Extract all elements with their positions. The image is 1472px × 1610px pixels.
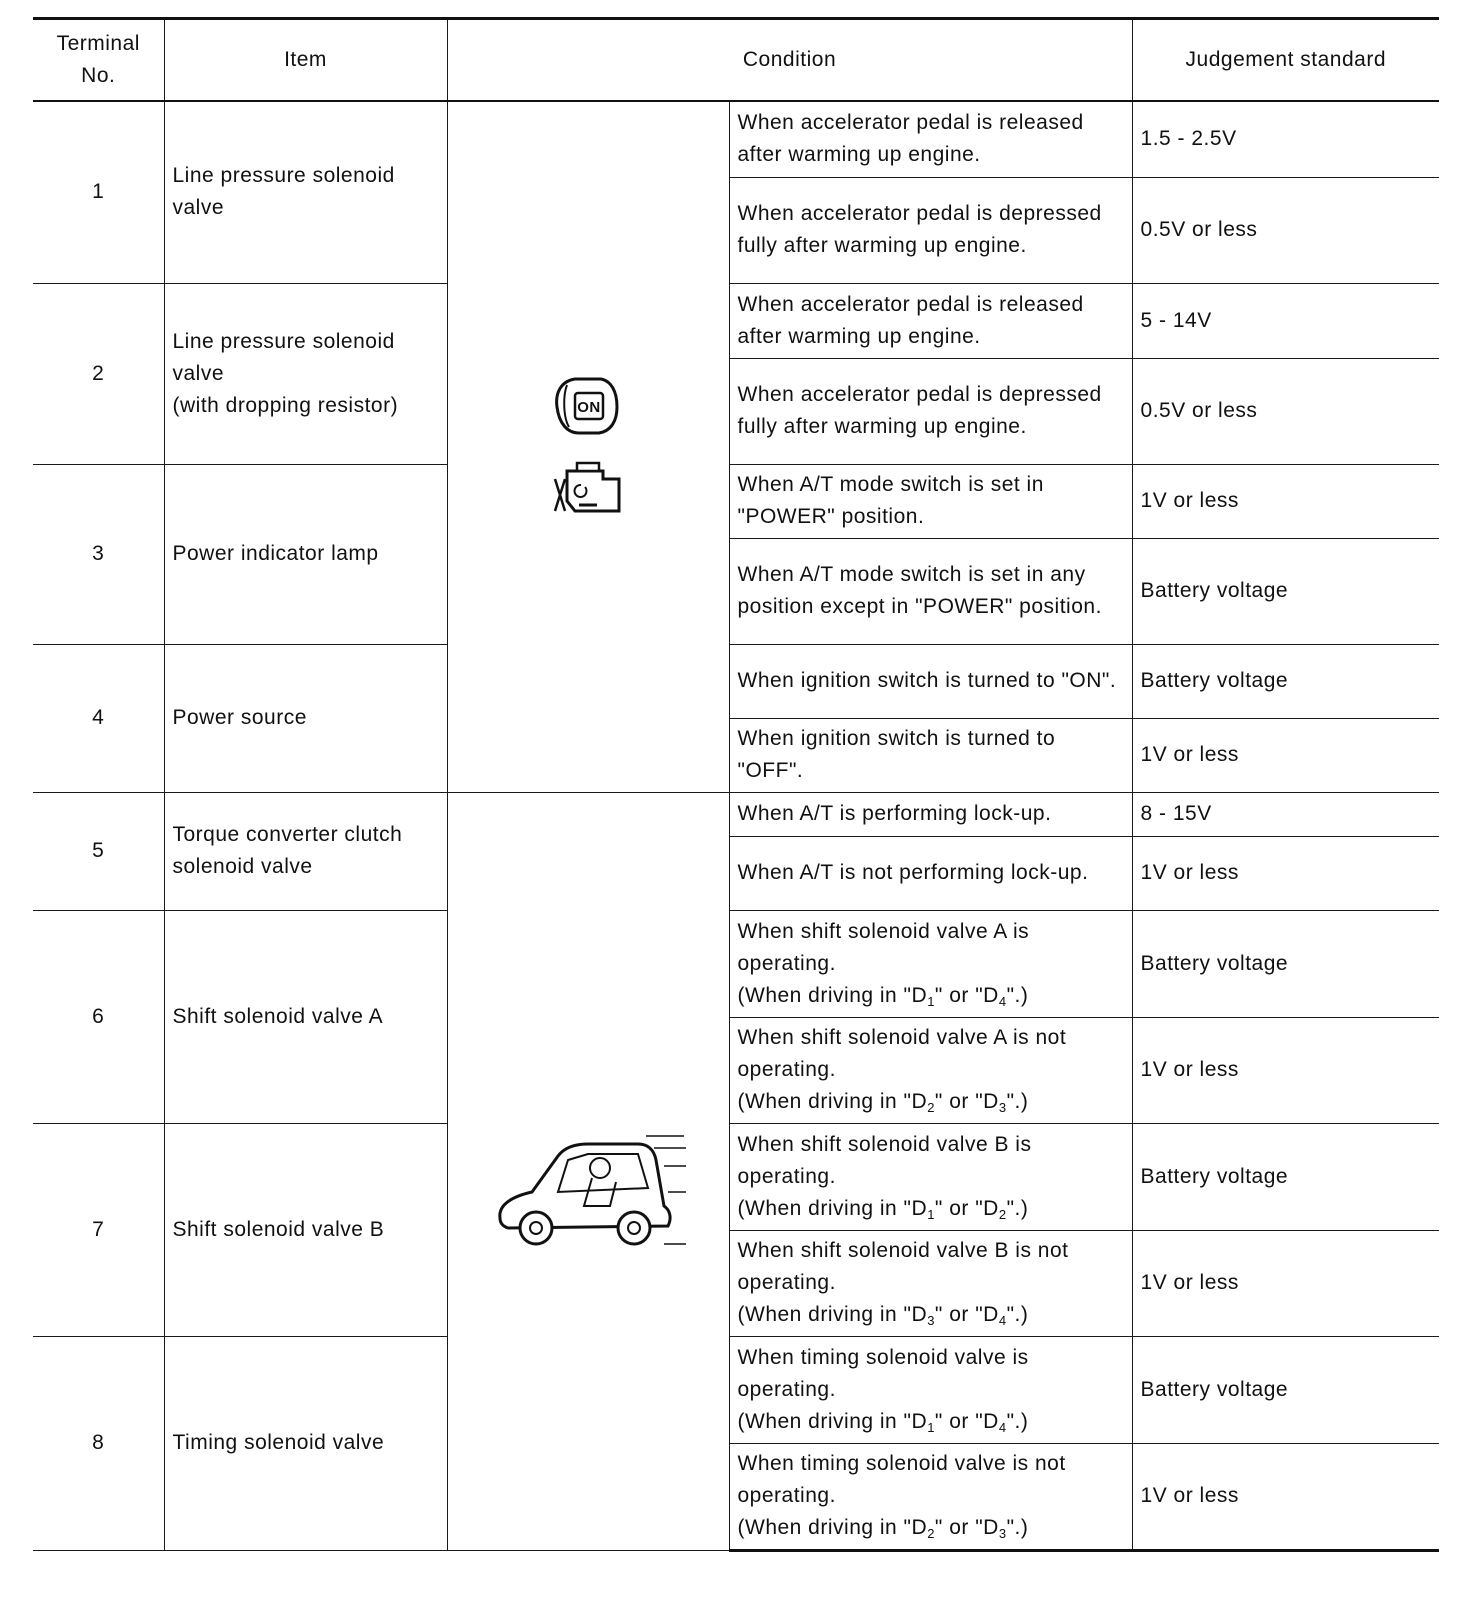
condition-note-part: ".) — [1006, 1090, 1029, 1113]
key-on-label: ON — [577, 398, 601, 416]
condition-text: When A/T mode switch is set in any position except in "POWER" position. — [729, 538, 1132, 644]
item-name: Power source — [164, 644, 447, 792]
header-condition: Condition — [447, 19, 1132, 102]
condition-note-part: 4 — [998, 993, 1007, 1009]
terminal-number: 4 — [33, 644, 164, 792]
condition-text: When accelerator pedal is depressed fully after warming up engine. — [729, 358, 1132, 464]
judgement-value: 8 - 15V — [1132, 792, 1439, 836]
condition-text — [729, 1443, 1132, 1550]
terminal-number: 6 — [33, 910, 164, 1123]
table-row — [33, 1336, 1439, 1443]
item-name: Power indicator lamp — [164, 464, 447, 644]
engine-running-icon — [545, 457, 631, 521]
judgement-value: 1V or less — [1132, 1017, 1439, 1123]
condition-text — [729, 1123, 1132, 1230]
condition-note — [738, 1410, 1029, 1433]
condition-text: When accelerator pedal is depressed fully after warming up engine. — [729, 177, 1132, 283]
condition-note-part: 3 — [927, 1313, 935, 1328]
header-judgement-standard: Judgement standard — [1132, 19, 1439, 102]
item-name-line: (with dropping resistor) — [172, 393, 399, 417]
condition-note-part: ".) — [1006, 983, 1029, 1007]
table-row — [33, 792, 1439, 836]
condition-main: When shift solenoid valve B is not operating. — [737, 1239, 1069, 1294]
judgement-value: 5 - 14V — [1132, 283, 1439, 358]
condition-text: When accelerator pedal is released after warming up engine. — [729, 283, 1132, 358]
condition-note-part: (When driving in "D — [737, 1409, 928, 1433]
condition-note-part: (When driving in "D — [737, 1090, 928, 1113]
condition-note-part: (When driving in "D — [737, 1516, 928, 1539]
condition-note-part: ".) — [1006, 1516, 1029, 1539]
condition-note-part: ".) — [1006, 1303, 1029, 1326]
condition-text — [729, 1017, 1132, 1123]
condition-text: When A/T is performing lock-up. — [729, 792, 1132, 836]
condition-note-part: (When driving in "D — [737, 983, 928, 1007]
condition-note-part: 2 — [927, 1526, 935, 1541]
judgement-value: 1V or less — [1132, 464, 1439, 538]
condition-note-part: " or "D — [934, 1303, 999, 1326]
table-row — [33, 101, 1439, 177]
header-terminal-no: Terminal No. — [33, 19, 164, 102]
condition-note-part: ".) — [1006, 1196, 1029, 1220]
terminal-spec-table — [33, 17, 1439, 1552]
header-row — [33, 19, 1439, 102]
judgement-value: 1V or less — [1132, 1230, 1439, 1336]
item-name: Torque converter clutch solenoid valve — [164, 792, 447, 910]
condition-note-part: 1 — [927, 993, 935, 1009]
item-name-line: Line pressure solenoid valve — [172, 329, 395, 385]
condition-note-part: 3 — [998, 1100, 1007, 1115]
condition-text — [729, 1336, 1132, 1443]
condition-note — [738, 1516, 1029, 1539]
judgement-value: 1V or less — [1132, 718, 1439, 792]
judgement-value: 0.5V or less — [1132, 358, 1439, 464]
terminal-number: 8 — [33, 1336, 164, 1550]
judgement-value: Battery voltage — [1132, 644, 1439, 718]
condition-text — [729, 910, 1132, 1017]
table-row — [33, 1123, 1439, 1230]
judgement-value: 1.5 - 2.5V — [1132, 101, 1439, 177]
table-row — [33, 644, 1439, 718]
condition-note — [738, 1090, 1029, 1113]
condition-text: When A/T mode switch is set in "POWER" position. — [729, 464, 1132, 538]
condition-main: When shift solenoid valve A is not operating. — [737, 1026, 1067, 1081]
judgement-value: Battery voltage — [1132, 1123, 1439, 1230]
condition-note-part: 2 — [998, 1206, 1007, 1222]
judgement-value: Battery voltage — [1132, 538, 1439, 644]
condition-note — [738, 1197, 1029, 1220]
table-row — [33, 464, 1439, 538]
terminal-number: 1 — [33, 101, 164, 283]
condition-note-part: (When driving in "D — [737, 1196, 928, 1220]
ignition-engine-icon-cell — [447, 101, 729, 792]
condition-note-part: 3 — [998, 1526, 1007, 1541]
condition-note-part: 2 — [927, 1100, 935, 1115]
terminal-number: 2 — [33, 283, 164, 464]
condition-text: When A/T is not performing lock-up. — [729, 836, 1132, 910]
item-name: Shift solenoid valve B — [164, 1123, 447, 1336]
header-item: Item — [164, 19, 447, 102]
condition-main: When shift solenoid valve A is operating. — [737, 919, 1030, 975]
item-name: Line pressure solenoid valve — [164, 101, 447, 283]
judgement-value: 1V or less — [1132, 1443, 1439, 1550]
condition-note — [738, 984, 1029, 1007]
judgement-value: Battery voltage — [1132, 910, 1439, 1017]
condition-main: When timing solenoid valve is operating. — [737, 1345, 1029, 1401]
condition-note — [738, 1303, 1029, 1326]
condition-note-part: " or "D — [934, 1090, 999, 1113]
item-name: Shift solenoid valve A — [164, 910, 447, 1123]
condition-main: When shift solenoid valve B is operating. — [737, 1132, 1032, 1188]
condition-text: When accelerator pedal is released after warming up engine. — [729, 101, 1132, 177]
condition-note-part: (When driving in "D — [737, 1303, 928, 1326]
judgement-value: 1V or less — [1132, 836, 1439, 910]
condition-note-part: " or "D — [934, 1196, 999, 1220]
condition-note-part: " or "D — [934, 983, 999, 1007]
terminal-number: 7 — [33, 1123, 164, 1336]
condition-note-part: 1 — [927, 1419, 935, 1435]
condition-main: When timing solenoid valve is not operating. — [737, 1452, 1066, 1507]
item-name — [164, 283, 447, 464]
condition-text: When ignition switch is turned to "ON". — [729, 644, 1132, 718]
item-name: Timing solenoid valve — [164, 1336, 447, 1550]
condition-note-part: " or "D — [934, 1516, 999, 1539]
condition-note-part: 4 — [998, 1419, 1007, 1435]
condition-note-part: 1 — [927, 1206, 935, 1222]
condition-text — [729, 1230, 1132, 1336]
driving-icon-cell — [447, 792, 729, 1550]
condition-note-part: " or "D — [934, 1409, 999, 1433]
table-row — [33, 283, 1439, 358]
condition-text: When ignition switch is turned to "OFF". — [729, 718, 1132, 792]
driving-car-icon — [488, 1126, 688, 1256]
table-row — [33, 910, 1439, 1017]
terminal-number: 3 — [33, 464, 164, 644]
condition-note-part: 4 — [998, 1313, 1007, 1328]
judgement-value: Battery voltage — [1132, 1336, 1439, 1443]
ignition-key-on-icon — [553, 373, 623, 439]
condition-note-part: ".) — [1006, 1409, 1029, 1433]
judgement-value: 0.5V or less — [1132, 177, 1439, 283]
terminal-number: 5 — [33, 792, 164, 910]
